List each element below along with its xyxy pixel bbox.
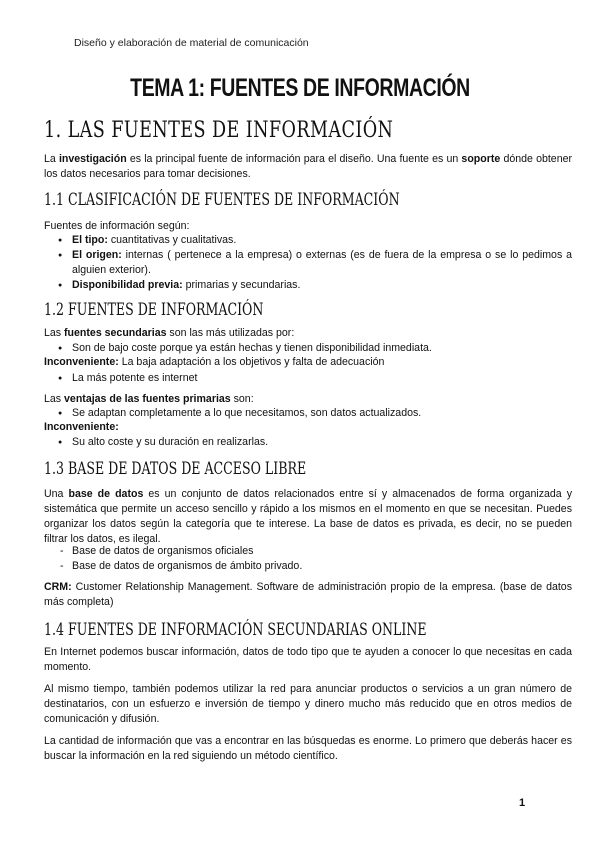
intro-paragraph: La investigación es la principal fuente de información para el diseño. Una fuente es un soporte dónde obtener los datos necesarios para tomar decisiones. [44,153,573,180]
cost-list [44,435,572,450]
list-item: ● La más potente es internet [44,371,572,386]
list-item: ● El tipo: cuantitativas y cualitativas. [44,233,572,248]
secondary-sources-list [44,341,572,356]
online-paragraph-2: Al mismo tiempo, también podemos utilizar la red para anunciar productos o servicios a un gran número de destinatarios, con un esfuerzo e inversión de tiempo y dinero mucho más reducido que en otros medios de comunicación y difusión. [44,683,572,725]
list-item: ● Se adaptan completamente a lo que necesitamos, son datos actualizados. [44,406,572,421]
crm-paragraph: CRM: Customer Relationship Management. Software de administración propio de la empresa. (base de datos más completa) [44,581,572,608]
list-item: ● Disponibilidad previa: primarias y secundarias. [44,278,572,293]
online-paragraph-3: La cantidad de información que vas a encontrar en las búsquedas es enorme. Lo primero que deberás hacer es buscar la información en la red siguiendo un método científico. [44,735,572,762]
section-heading-1-4: 1.4 FUENTES DE INFORMACIÓN SECUNDARIAS ONLINE [44,620,427,640]
inconvenience-1: Inconveniente: La baja adaptación a los objetivos y falta de adecuación [44,356,385,368]
page-number: 1 [519,797,526,809]
running-header: Diseño y elaboración de material de comunicación [74,37,309,49]
section-heading-1-2: 1.2 FUENTES DE INFORMACIÓN [44,300,264,320]
list-item: - Base de datos de organismos oficiales [44,544,572,559]
classification-lead: Fuentes de información según: [44,220,190,232]
primary-sources-list [44,406,572,421]
database-types-list [44,544,572,574]
section-heading-1: 1. LAS FUENTES DE INFORMACIÓN [44,118,394,143]
classification-list [44,233,572,293]
secondary-sources-paragraph: Las fuentes secundarias son las más utilizadas por: [44,327,295,339]
list-item: ● Su alto coste y su duración en realizarlas. [44,435,572,450]
section-heading-1-3: 1.3 BASE DE DATOS DE ACCESO LIBRE [44,459,307,479]
list-item: ● Son de bajo coste porque ya están hechas y tienen disponibilidad inmediata. [44,341,572,356]
list-item: ● El origen: internas ( pertenece a la empresa) o externas (es de fuera de la empresa o se lo pedimos a alguien exterior). [44,248,572,278]
internet-list [44,371,572,386]
online-paragraph-1: En Internet podemos buscar información, datos de todo tipo que te ayuden a conocer lo que necesitas en cada momento. [44,646,572,673]
section-heading-1-1: 1.1 CLASIFICACIÓN DE FUENTES DE INFORMACIÓN [44,190,400,210]
inconvenience-2: Inconveniente: [44,421,119,433]
primary-sources-paragraph: Las ventajas de las fuentes primarias son: [44,393,254,405]
database-paragraph: Una base de datos es un conjunto de datos relacionados entre sí y almacenados de forma organizada y sistemática que permite un acceso sencillo y rápido a los mismos en el momento en que se necesitan. Puedes organizar los datos según la categoría que te interese. La base de datos es privada, es decir, no se pueden filtrar los datos, es ilegal. [44,488,572,545]
list-item: - Base de datos de organismos de ámbito privado. [44,559,572,574]
page-title: TEMA 1: FUENTES DE INFORMACIÓN [130,74,470,102]
